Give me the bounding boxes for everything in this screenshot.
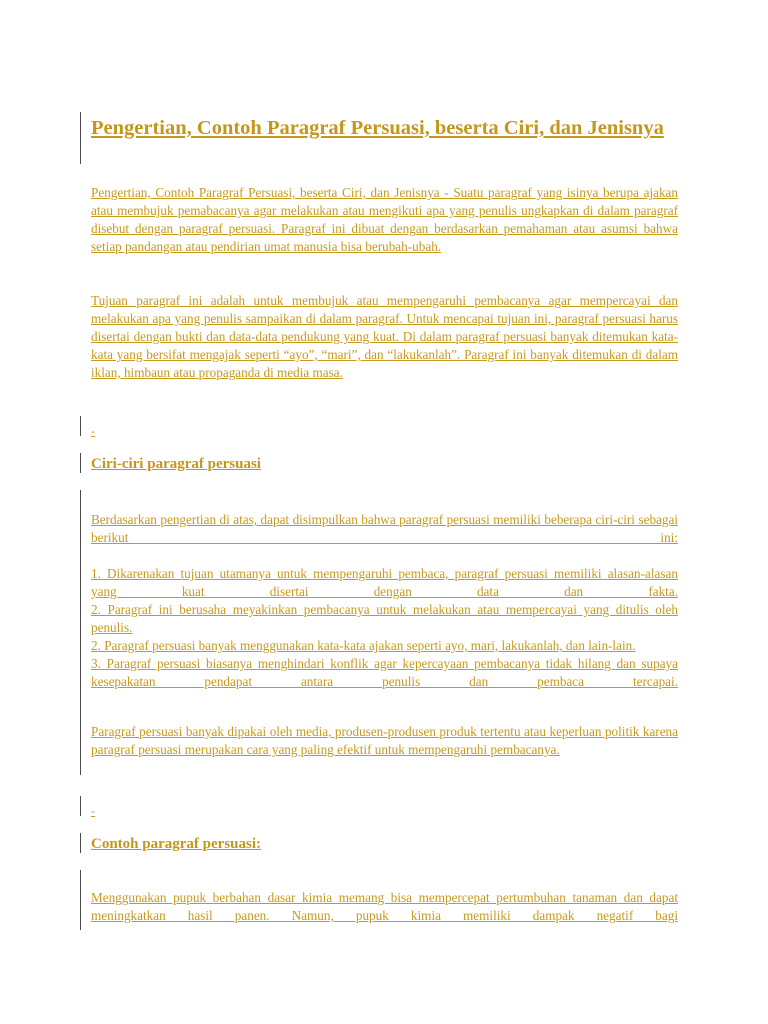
ciri-intro-block (91, 511, 678, 547)
ciri-outro-paragraph[interactable]: Paragraf persuasi banyak dipakai oleh media, produsen-produsen produk tertentu atau keperluan politik karena paragraf persuasi merupakan cara yang paling efektif untuk mempengaruhi pembacanya. (91, 724, 678, 757)
intro-block (91, 184, 678, 256)
ciri-heading-block (91, 454, 678, 474)
separator-dash-2[interactable]: - (91, 804, 95, 818)
margin-bar-separator-2 (80, 796, 81, 816)
intro-paragraph-1[interactable]: Pengertian, Contoh Paragraf Persuasi, beserta Ciri, dan Jenisnya - Suatu paragraf yang isinya berupa ajakan atau membujuk pemabacanya agar melakukan atau mengikuti apa yang penulis ungkapkan di dalam paragraf disebut dengan paragraf persuasi. Paragraf ini dibuat dengan berdasarkan pemahaman atau asumsi bahwa setiap pandangan atau pendirian umat manusia bisa berubah-ubah. (91, 185, 678, 254)
margin-bar-title (80, 112, 81, 164)
ciri-heading[interactable]: Ciri-ciri paragraf persuasi (91, 456, 261, 472)
ciri-item-3[interactable]: 2. Paragraf persuasi banyak menggunakan kata-kata ajakan seperti ayo, mari, lakukanlah, dan lain-lain. (91, 638, 636, 653)
contoh-paragraph-1[interactable]: Menggunakan pupuk berbahan dasar kimia memang bisa mempercepat pertumbuhan tanaman dan dapat meningkatkan hasil panen. Namun, pupuk kimia memiliki dampak negatif bagi (91, 890, 678, 923)
separator-dash-1[interactable]: - (91, 424, 95, 438)
ciri-item-2[interactable]: 2. Paragraf ini berusaha meyakinkan pembacanya untuk melakukan atau mempercayai yang ditulis oleh penulis. (91, 602, 678, 635)
ciri-intro-paragraph[interactable]: Berdasarkan pengertian di atas, dapat disimpulkan bahwa paragraf persuasi memiliki beberapa ciri-ciri sebagai berikut ini: (91, 512, 678, 545)
contoh-body-block (91, 889, 678, 925)
contoh-heading[interactable]: Contoh paragraf persuasi: (91, 836, 262, 852)
article-title[interactable]: Pengertian, Contoh Paragraf Persuasi, beserta Ciri, dan Jenisnya (91, 117, 664, 139)
margin-bar-ciri-body (80, 490, 81, 775)
margin-bar-separator-1 (80, 416, 81, 436)
ciri-item-4[interactable]: 3. Paragraf persuasi biasanya menghindari konflik agar kepercayaan pembacanya tidak hilang dan supaya kesepakatan pendapat antara penulis dan pembaca tercapai. (91, 656, 678, 689)
margin-bar-ciri-heading (80, 453, 81, 473)
ciri-outro-block (91, 723, 678, 759)
intro-block-2 (91, 292, 678, 382)
margin-bar-contoh-heading (80, 833, 81, 853)
ciri-list (91, 565, 678, 691)
margin-bar-contoh-body (80, 870, 81, 930)
contoh-heading-block (91, 834, 678, 854)
intro-paragraph-2[interactable]: Tujuan paragraf ini adalah untuk membujuk atau mempengaruhi pembacanya agar mempercayai dan melakukan apa yang penulis sampaikan di dalam paragraf. Untuk mencapai tujuan ini, paragraf persuasi harus disertai dengan bukti dan data-data pendukung yang kuat. Di dalam paragraf persuasi banyak ditemukan kata-kata yang bersifat mengajak seperti “ayo”, “mari”, dan “lakukanlah”. Paragraf ini banyak ditemukan di dalam iklan, himbaun atau propaganda di media masa. (91, 293, 678, 380)
title-block (91, 114, 678, 142)
ciri-item-1[interactable]: 1. Dikarenakan tujuan utamanya untuk mempengaruhi pembaca, paragraf persuasi memiliki alasan-alasan yang kuat disertai dengan data dan fakta. (91, 566, 678, 599)
